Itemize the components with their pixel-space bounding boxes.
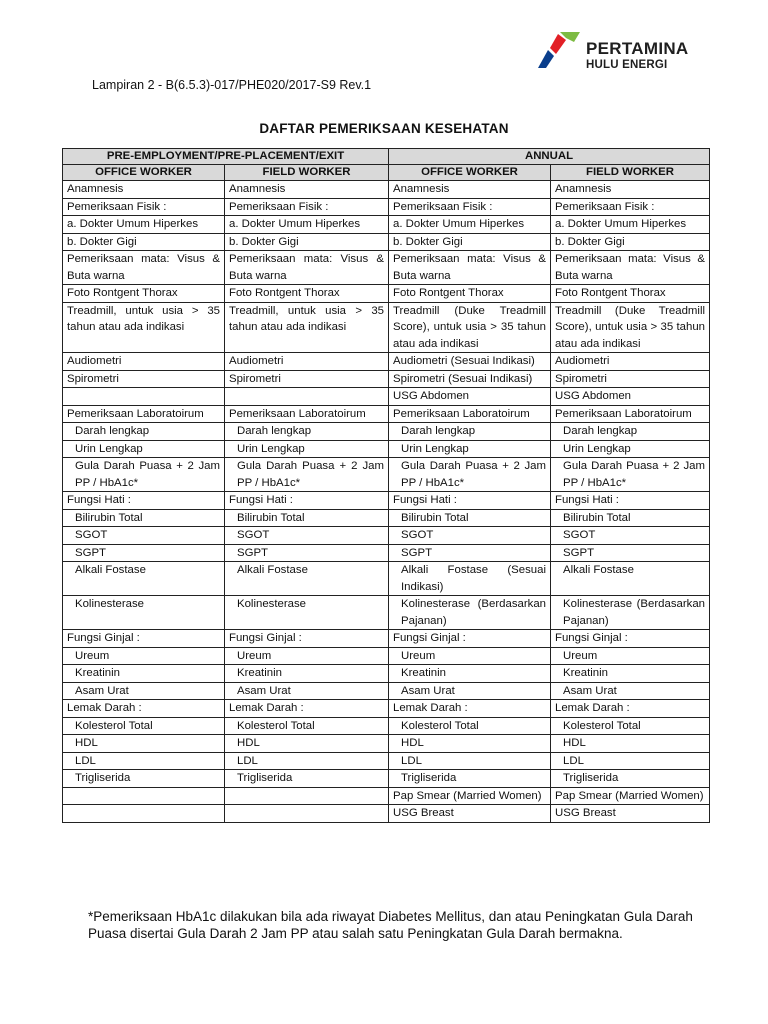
table-cell: Kolinesterase [63, 596, 225, 630]
table-cell: Spirometri [551, 370, 710, 388]
table-cell: Pap Smear (Married Women) [551, 787, 710, 805]
table-row [63, 353, 710, 371]
table-cell: Foto Rontgent Thorax [551, 285, 710, 303]
table-cell: Ureum [551, 647, 710, 665]
group-header-row [63, 149, 710, 165]
table-cell: Urin Lengkap [389, 440, 551, 458]
table-row [63, 630, 710, 648]
table-cell: Spirometri [225, 370, 389, 388]
table-cell: Fungsi Hati : [551, 492, 710, 510]
table-cell: Pap Smear (Married Women) [389, 787, 551, 805]
table-cell: a. Dokter Umum Hiperkes [225, 216, 389, 234]
table-cell: Kolinesterase (Berdasarkan Pajanan) [389, 596, 551, 630]
table-row [63, 440, 710, 458]
health-exam-table [62, 148, 710, 823]
table-cell: Fungsi Ginjal : [551, 630, 710, 648]
table-cell: b. Dokter Gigi [225, 233, 389, 251]
table-cell: Kolesterol Total [225, 717, 389, 735]
table-cell: Spirometri (Sesuai Indikasi) [389, 370, 551, 388]
table-cell: Pemeriksaan Laboratoirum [389, 405, 551, 423]
table-row [63, 251, 710, 285]
table-cell: Fungsi Hati : [225, 492, 389, 510]
table-row [63, 682, 710, 700]
table-row [63, 302, 710, 353]
table-cell: Gula Darah Puasa + 2 Jam PP / HbA1c* [389, 458, 551, 492]
table-cell: SGOT [63, 527, 225, 545]
table-cell [63, 388, 225, 406]
table-cell: Alkali Fostase [551, 562, 710, 596]
table-cell: USG Breast [551, 805, 710, 823]
table-cell: b. Dokter Gigi [63, 233, 225, 251]
table-cell: Alkali Fostase [225, 562, 389, 596]
table-cell: Trigliserida [225, 770, 389, 788]
table-cell: Gula Darah Puasa + 2 Jam PP / HbA1c* [225, 458, 389, 492]
column-header: FIELD WORKER [225, 165, 389, 181]
table-row [63, 388, 710, 406]
table-cell: Fungsi Ginjal : [225, 630, 389, 648]
table-cell: Pemeriksaan mata: Visus & Buta warna [551, 251, 710, 285]
table-row [63, 596, 710, 630]
column-header: OFFICE WORKER [63, 165, 225, 181]
table-cell: Foto Rontgent Thorax [225, 285, 389, 303]
table-cell: b. Dokter Gigi [551, 233, 710, 251]
table-row [63, 717, 710, 735]
table-row [63, 752, 710, 770]
table-cell [63, 805, 225, 823]
table-cell: Asam Urat [225, 682, 389, 700]
table-cell: Pemeriksaan Fisik : [389, 198, 551, 216]
table-cell: HDL [63, 735, 225, 753]
table-cell: Fungsi Ginjal : [63, 630, 225, 648]
table-row [63, 787, 710, 805]
column-header: OFFICE WORKER [389, 165, 551, 181]
table-cell: Ureum [63, 647, 225, 665]
table-cell: Ureum [225, 647, 389, 665]
table-cell: SGOT [551, 527, 710, 545]
table-cell: Asam Urat [63, 682, 225, 700]
column-header: FIELD WORKER [551, 165, 710, 181]
table-row [63, 216, 710, 234]
table-cell: Bilirubin Total [63, 509, 225, 527]
table-cell: Bilirubin Total [551, 509, 710, 527]
table-row [63, 198, 710, 216]
table-cell: SGOT [225, 527, 389, 545]
table-cell: HDL [551, 735, 710, 753]
table-cell: Gula Darah Puasa + 2 Jam PP / HbA1c* [551, 458, 710, 492]
table-cell: Anamnesis [63, 181, 225, 199]
table-cell: a. Dokter Umum Hiperkes [551, 216, 710, 234]
table-cell: Darah lengkap [225, 423, 389, 441]
table-cell: Lemak Darah : [225, 700, 389, 718]
table-cell: Trigliserida [63, 770, 225, 788]
table-cell [63, 787, 225, 805]
table-cell: Asam Urat [551, 682, 710, 700]
table-cell: SGPT [63, 544, 225, 562]
table-cell: Ureum [389, 647, 551, 665]
table-cell: Pemeriksaan Laboratoirum [63, 405, 225, 423]
table-cell: Lemak Darah : [551, 700, 710, 718]
table-cell: Kolinesterase (Berdasarkan Pajanan) [551, 596, 710, 630]
table-cell: Darah lengkap [551, 423, 710, 441]
table-cell: Audiometri [225, 353, 389, 371]
table-cell: Kolinesterase [225, 596, 389, 630]
table-row [63, 181, 710, 199]
table-cell: USG Abdomen [551, 388, 710, 406]
table-cell: Bilirubin Total [225, 509, 389, 527]
table-cell: Kolesterol Total [63, 717, 225, 735]
group-header-annual: ANNUAL [389, 149, 710, 165]
table-cell [225, 805, 389, 823]
table-row [63, 665, 710, 683]
table-cell: Pemeriksaan mata: Visus & Buta warna [225, 251, 389, 285]
table-cell: Kreatinin [225, 665, 389, 683]
table-cell: Foto Rontgent Thorax [63, 285, 225, 303]
table-cell: Anamnesis [389, 181, 551, 199]
table-cell: a. Dokter Umum Hiperkes [63, 216, 225, 234]
table-cell: Trigliserida [389, 770, 551, 788]
table-cell: Treadmill, untuk usia > 35 tahun atau ada indikasi [225, 302, 389, 353]
table-cell: Kreatinin [63, 665, 225, 683]
table-cell: Audiometri (Sesuai Indikasi) [389, 353, 551, 371]
table-row [63, 285, 710, 303]
table-row [63, 805, 710, 823]
table-row [63, 233, 710, 251]
table-cell: SGPT [225, 544, 389, 562]
table-cell: a. Dokter Umum Hiperkes [389, 216, 551, 234]
table-cell: Foto Rontgent Thorax [389, 285, 551, 303]
table-cell: Kolesterol Total [389, 717, 551, 735]
table-cell: Treadmill (Duke Treadmill Score), untuk usia > 35 tahun atau ada indikasi [389, 302, 551, 353]
table-cell: LDL [389, 752, 551, 770]
table-row [63, 647, 710, 665]
footnote: *Pemeriksaan HbA1c dilakukan bila ada riwayat Diabetes Mellitus, dan atau Peningkatan Gula Darah Puasa disertai Gula Darah 2 Jam PP atau salah satu Peningkatan Gula Darah bermakna. [88, 909, 693, 941]
table-cell: Alkali Fostase [63, 562, 225, 596]
logo-brand: PERTAMINA [586, 39, 689, 58]
table-cell: Urin Lengkap [225, 440, 389, 458]
table-cell: Anamnesis [225, 181, 389, 199]
table-cell: Anamnesis [551, 181, 710, 199]
table-row [63, 562, 710, 596]
table-cell: USG Breast [389, 805, 551, 823]
table-row [63, 492, 710, 510]
table-cell: b. Dokter Gigi [389, 233, 551, 251]
table-row [63, 509, 710, 527]
table-cell: LDL [225, 752, 389, 770]
table-cell: Kreatinin [389, 665, 551, 683]
pertamina-emblem-icon [536, 30, 582, 70]
table-cell: Asam Urat [389, 682, 551, 700]
table-cell: Bilirubin Total [389, 509, 551, 527]
table-row [63, 544, 710, 562]
table-cell: Pemeriksaan Fisik : [63, 198, 225, 216]
table-cell: LDL [551, 752, 710, 770]
table-cell: Darah lengkap [63, 423, 225, 441]
table-cell: Urin Lengkap [551, 440, 710, 458]
table-cell: Treadmill (Duke Treadmill Score), untuk usia > 35 tahun atau ada indikasi [551, 302, 710, 353]
table-cell: Kolesterol Total [551, 717, 710, 735]
table-row [63, 770, 710, 788]
group-header-pre-employment: PRE-EMPLOYMENT/PRE-PLACEMENT/EXIT [63, 149, 389, 165]
table-cell: Pemeriksaan Laboratoirum [551, 405, 710, 423]
table-cell: Pemeriksaan Fisik : [225, 198, 389, 216]
pertamina-logo [536, 30, 736, 76]
page-title: DAFTAR PEMERIKSAAN KESEHATAN [259, 121, 509, 136]
table-cell: Pemeriksaan mata: Visus & Buta warna [389, 251, 551, 285]
table-cell: Trigliserida [551, 770, 710, 788]
table-cell: Pemeriksaan Fisik : [551, 198, 710, 216]
column-header-row [63, 165, 710, 181]
table-row [63, 700, 710, 718]
table-cell: Audiometri [551, 353, 710, 371]
table-cell: SGPT [551, 544, 710, 562]
table-cell: Treadmill, untuk usia > 35 tahun atau ada indikasi [63, 302, 225, 353]
table-cell: Lemak Darah : [389, 700, 551, 718]
table-row [63, 423, 710, 441]
table-cell: Fungsi Hati : [389, 492, 551, 510]
table-cell: Alkali Fostase (Sesuai Indikasi) [389, 562, 551, 596]
table-cell [225, 787, 389, 805]
table-row [63, 527, 710, 545]
table-cell: Spirometri [63, 370, 225, 388]
table-cell: Gula Darah Puasa + 2 Jam PP / HbA1c* [63, 458, 225, 492]
table-cell: HDL [389, 735, 551, 753]
table-cell: Fungsi Hati : [63, 492, 225, 510]
table-cell: Fungsi Ginjal : [389, 630, 551, 648]
table-cell: Audiometri [63, 353, 225, 371]
table-cell: Pemeriksaan Laboratoirum [225, 405, 389, 423]
table-cell [225, 388, 389, 406]
table-cell: HDL [225, 735, 389, 753]
table-row [63, 458, 710, 492]
table-cell: USG Abdomen [389, 388, 551, 406]
document-reference: Lampiran 2 - B(6.5.3)-017/PHE020/2017-S9 Rev.1 [92, 78, 372, 92]
table-cell: Darah lengkap [389, 423, 551, 441]
table-cell: SGPT [389, 544, 551, 562]
table-cell: LDL [63, 752, 225, 770]
table-row [63, 405, 710, 423]
table-row [63, 370, 710, 388]
table-cell: Pemeriksaan mata: Visus & Buta warna [63, 251, 225, 285]
table-cell: Urin Lengkap [63, 440, 225, 458]
table-cell: Lemak Darah : [63, 700, 225, 718]
table-row [63, 735, 710, 753]
table-cell: Kreatinin [551, 665, 710, 683]
logo-subtitle: HULU ENERGI [586, 59, 668, 71]
table-cell: SGOT [389, 527, 551, 545]
